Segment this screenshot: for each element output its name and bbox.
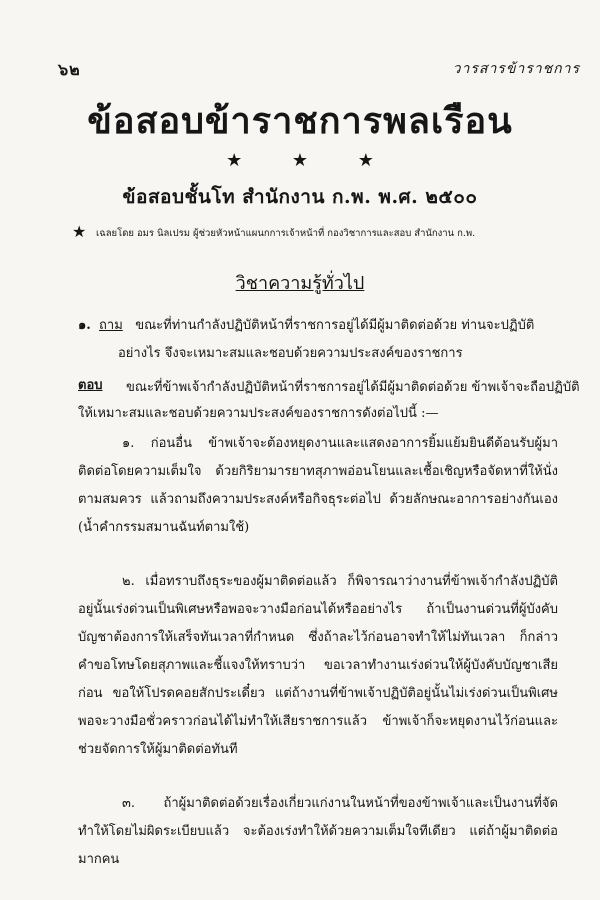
section-title xyxy=(0,268,600,297)
page-title: ข้อสอบข้าราชการพลเรือน xyxy=(87,100,513,142)
answer-item: ๓. ถ้าผู้มาติดต่อด้วยเรื่องเกี่ยวแก่งานในหน้าที่ของข้าพเจ้าและเป็นงานที่จัดทำให้โดยไม่ผิดระเบียบแล้ว จะต้องเร่งทำให้ด้วยความเต็มใจทีเดียว แต่ถ้าผู้มาติดต่อมากคน xyxy=(78,796,558,867)
answer-line-2: ให้เหมาะสมและชอบด้วยความประสงค์ของราชการดังต่อไปนี้ :— xyxy=(78,406,439,421)
question-label: ถาม xyxy=(99,318,123,333)
answer-label: ตอบ xyxy=(78,378,103,393)
page-number: ๖๒ xyxy=(58,60,81,79)
question-line-2: อย่างไร จึงจะเหมาะสมและชอบด้วยความประสงค์ของราชการ xyxy=(118,346,463,361)
question-number: ๑. xyxy=(78,318,91,333)
answer-items xyxy=(78,430,558,900)
question-line-1: ขณะที่ท่านกำลังปฏิบัติหน้าที่ราชการอยู่ได้มีผู้มาติดต่อด้วย ท่านจะปฏิบัติ xyxy=(135,318,535,333)
exam-subtitle: ข้อสอบชั้นโท สำนักงาน ก.พ. พ.ศ. ๒๕๐๐ xyxy=(122,186,478,208)
question-block xyxy=(78,312,534,368)
running-title: วารสารข้าราชการ xyxy=(452,61,580,77)
answer-item: ๒. เมื่อทราบถึงธุระของผู้มาติดต่อแล้ว ก็พิจารณาว่างานที่ข้าพเจ้ากำลังปฏิบัติอยู่นั้นเร่งด่วนเป็นพิเศษหรือพอจะวางมือก่อนได้หรืออย่างไร ถ้าเป็นงานด่วนที่ผู้บังคับบัญชาต้องการให้เสร็จทันเวลาที่กำหนด ซึ่งถ้าละไว้ก่อนอาจทำให้ไม่ทันเวลา ก็กล่าวคำขอโทษโดยสุภาพและชี้แจงให้ทราบว่า ขอเวลาทำงานเร่งด่วนให้ผู้บังคับบัญชาเสียก่อน ขอให้โปรดคอยสักประเดี๋ยว แต่ถ้างานที่ข้าพเจ้าปฏิบัติอยู่นั้นไม่เร่งด่วนเป็นพิเศษ พอจะวางมือชั่วคราวก่อนได้ไม่ทำให้เสียราชการแล้ว ข้าพเจ้าก็จะหยุดงานไว้ก่อนและช่วยจัดการให้ผู้มาติดต่อทันที xyxy=(78,574,558,757)
answer-item: ๑. ก่อนอื่น ข้าพเจ้าจะต้องหยุดงานและแสดงอาการยิ้มแย้มยินดีต้อนรับผู้มาติดต่อโดยความเต็มใจ ด้วยกิริยามารยาทสุภาพอ่อนโยนและเชื้อเชิญหรือจัดหาที่ให้นั่งตามสมควร แล้วถามถึงความประสงค์หรือกิจธุระต่อไป ด้วยลักษณะอาการอย่างกันเอง (น้ำคำกรรมสมานฉันท์ตามใช้) xyxy=(78,436,558,535)
answer-line-1: ขณะที่ข้าพเจ้ากำลังปฏิบัติหน้าที่ราชการอยู่ได้มีผู้มาติดต่อด้วย ข้าพเจ้าจะถือปฏิบัติ xyxy=(126,380,580,395)
section-title-text: วิชาความรู้ทั่วไป xyxy=(235,273,365,294)
star-icon: ★ xyxy=(72,222,87,241)
author-byline: เฉลยโดย อมร นิลเปรม ผู้ช่วยหัวหน้าแผนกการเจ้าหน้าที่ กองวิชาการและสอบ สำนักงาน ก.พ. xyxy=(96,228,476,239)
star-ornament: ★ ★ ★ xyxy=(226,150,396,171)
